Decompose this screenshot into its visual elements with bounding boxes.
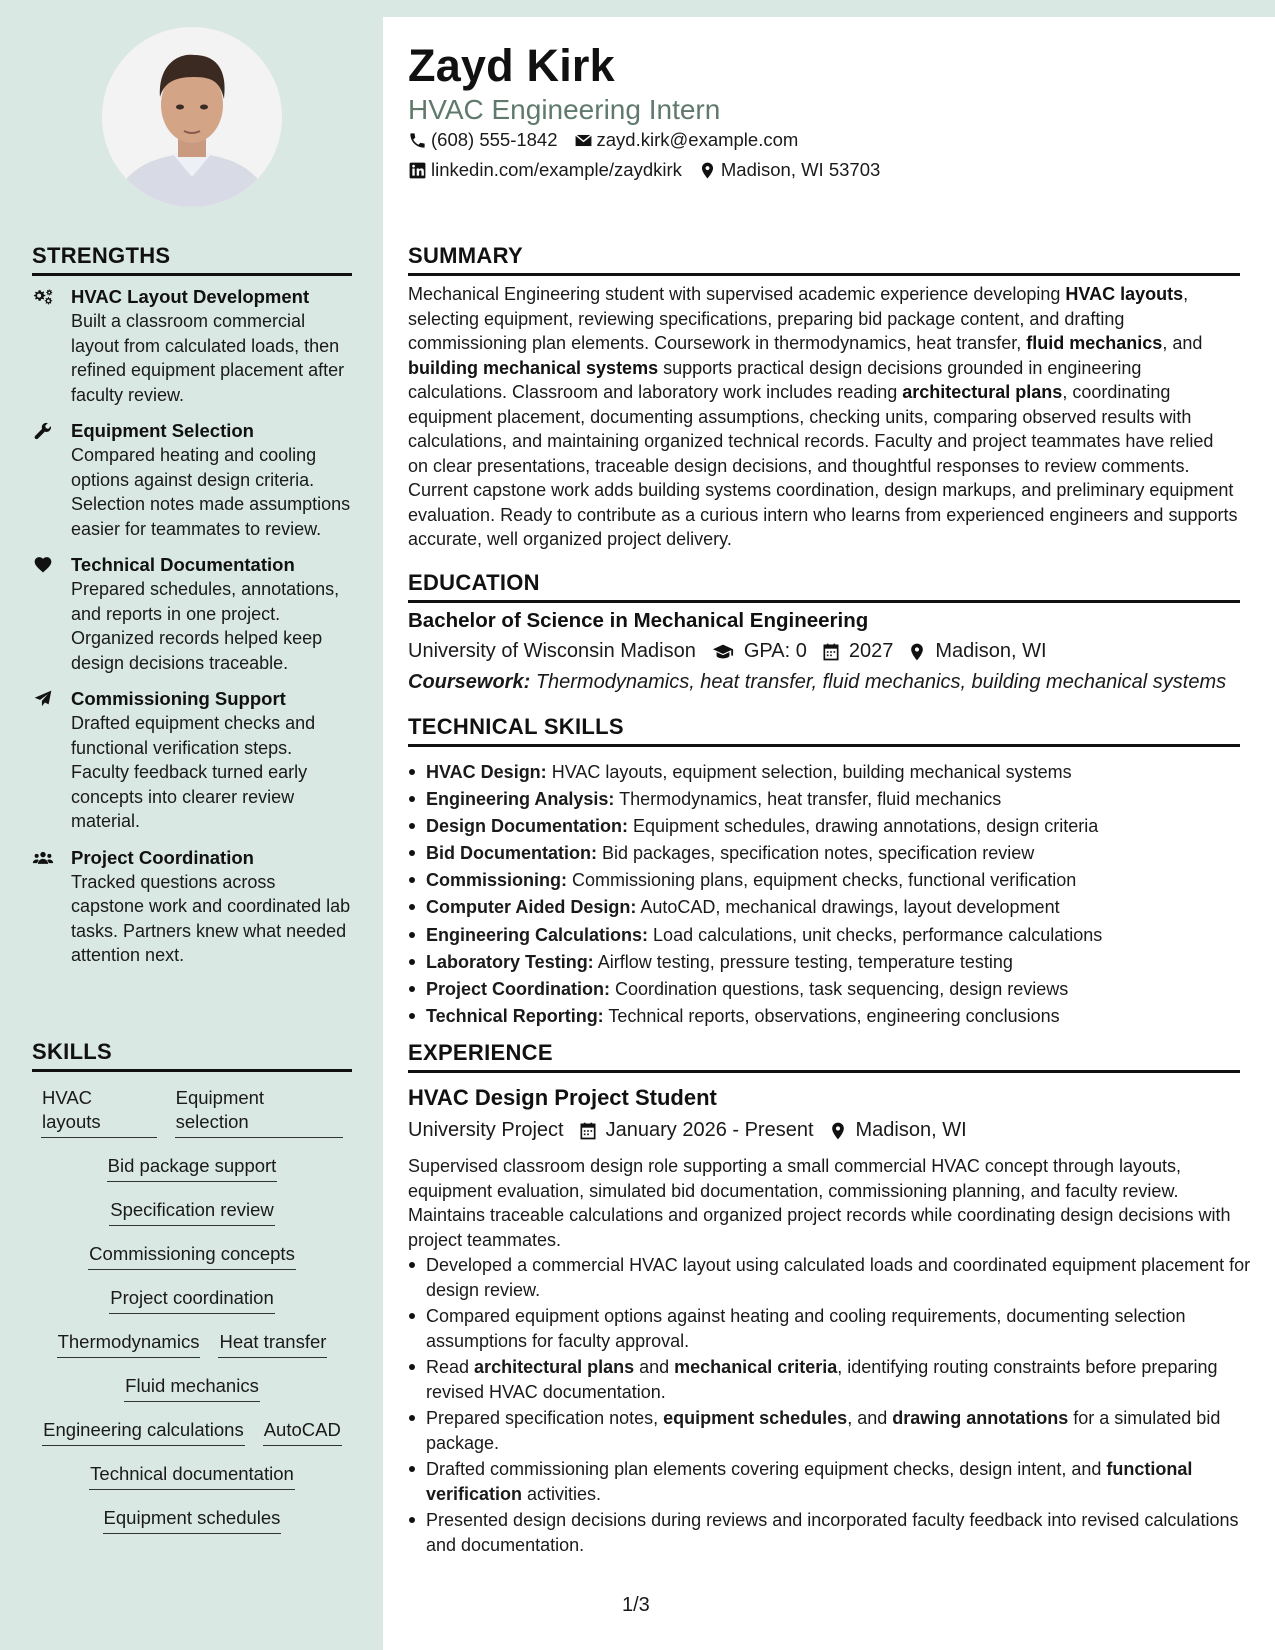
- experience-org: University Project: [408, 1119, 564, 1141]
- technical-skill-item: [426, 814, 1261, 839]
- text-run: , identifying routing constraints before preparing revised HVAC documentation.: [426, 1357, 1218, 1402]
- experience-heading: EXPERIENCE: [408, 1040, 1240, 1073]
- skill-category: Engineering Analysis:: [426, 789, 615, 810]
- strengths-list: [32, 285, 352, 980]
- strength-title: Technical Documentation: [71, 554, 295, 575]
- linkedin-text: linkedin.com/example/zaydkirk: [431, 159, 682, 180]
- skill-tag: Technical documentation: [89, 1462, 295, 1490]
- skill-category: Project Coordination:: [426, 978, 610, 999]
- experience-bullet: [426, 1355, 1261, 1404]
- technical-skill-item: [426, 977, 1261, 1002]
- job-title-heading: HVAC Engineering Intern: [408, 94, 721, 125]
- linkedin-contact[interactable]: [408, 159, 682, 181]
- map-pin-icon: [907, 642, 927, 662]
- phone-text: (608) 555-1842: [431, 129, 558, 150]
- map-pin-icon: [828, 1121, 848, 1141]
- strength-item: [32, 687, 352, 834]
- strength-description: Drafted equipment checks and functional verification steps. Faculty feedback turned early concepts into clearer review material.: [71, 713, 316, 831]
- bold-phrase: building mechanical systems: [408, 357, 659, 378]
- coursework: [408, 671, 1226, 694]
- skill-category: Technical Reporting:: [426, 1005, 604, 1026]
- skill-tag: Heat transfer: [218, 1330, 327, 1358]
- skill-tag: Commissioning concepts: [88, 1242, 296, 1270]
- gears-icon: [32, 287, 56, 307]
- bold-phrase: fluid mechanics: [1026, 333, 1163, 353]
- strength-title: Commissioning Support: [71, 688, 286, 709]
- wrench-icon: [32, 421, 56, 441]
- skill-values: AutoCAD, mechanical drawings, layout development: [640, 897, 1060, 918]
- strength-title: Project Coordination: [71, 846, 254, 868]
- text-run: and: [634, 1357, 675, 1377]
- summary-text: [408, 282, 1238, 552]
- skill-category: Design Documentation:: [426, 816, 629, 837]
- bold-phrase: functional verification: [426, 1459, 1193, 1504]
- text-run: , coordinating equipment placement, documenting assumptions, checking units, comparing observed results with calculations, and maintaining organized technical records. Faculty and project teammates have relied on clear presentations, traceable design decisions, and thoughtful responses to review comments. Current capstone work adds building systems coordination, design markups, and preliminary equipment evaluation. Ready to contribute as a curious intern who learns from experienced engineers and supports accurate, well organized project delivery.: [408, 382, 1238, 549]
- skill-row: [32, 1086, 352, 1138]
- skill-tag: Equipment schedules: [103, 1506, 282, 1534]
- graduation-year: 2027: [848, 640, 894, 662]
- skill-row: [32, 1286, 352, 1314]
- candidate-name: Zayd Kirk: [408, 40, 615, 91]
- skill-row: [32, 1506, 352, 1534]
- skill-category: Bid Documentation:: [426, 843, 597, 864]
- skill-values: Equipment schedules, drawing annotations, design criteria: [633, 816, 1099, 837]
- graduation-cap-icon: [710, 641, 736, 663]
- skill-values: Thermodynamics, heat transfer, fluid mechanics: [619, 789, 1002, 810]
- strength-item: [32, 419, 352, 541]
- text-run: supports practical design decisions grounded in engineering calculations. Classroom and laboratory work includes reading: [408, 357, 1142, 402]
- skill-tag: Fluid mechanics: [124, 1374, 260, 1402]
- strengths-heading: STRENGTHS: [32, 243, 352, 276]
- skill-values: Bid packages, specification notes, specification review: [602, 843, 1035, 864]
- text-run: Presented design decisions during reviews and incorporated faculty feedback into revised calculations and documentation.: [426, 1510, 1239, 1555]
- envelope-icon: [574, 131, 593, 150]
- skill-category: Engineering Calculations:: [426, 924, 649, 945]
- map-pin-icon: [698, 161, 717, 180]
- contact-row-1: [408, 129, 814, 151]
- summary-heading: SUMMARY: [408, 243, 1240, 276]
- technical-skill-item: [426, 760, 1261, 785]
- technical-skill-item: [426, 841, 1261, 866]
- strength-description: Built a classroom commercial layout from calculated loads, then refined equipment placement after faculty review.: [71, 311, 345, 405]
- text-run: Drafted commissioning plan elements covering equipment checks, design intent, and: [426, 1459, 1107, 1479]
- location-text: Madison, WI 53703: [720, 159, 881, 180]
- skill-values: Airflow testing, pressure testing, temperature testing: [597, 951, 1013, 972]
- paper-plane-icon: [32, 689, 56, 709]
- school-name: University of Wisconsin Madison: [408, 640, 696, 662]
- experience-dates: January 2026 - Present: [605, 1119, 814, 1141]
- technical-skill-item: [426, 895, 1261, 920]
- experience-bullet: [426, 1508, 1261, 1557]
- strength-description: Tracked questions across capstone work and coordinated lab tasks. Partners knew what needed attention next.: [71, 871, 351, 965]
- skill-row: [32, 1418, 352, 1446]
- skill-category: Laboratory Testing:: [426, 951, 594, 972]
- experience-bullets: [408, 1253, 1261, 1559]
- skill-tag: Equipment selection: [175, 1086, 343, 1138]
- text-run: , and: [847, 1408, 893, 1428]
- experience-bullet: [426, 1304, 1261, 1353]
- technical-skills-list: [408, 760, 1261, 1031]
- skill-values: Coordination questions, task sequencing, design reviews: [615, 978, 1069, 999]
- bold-phrase: architectural plans: [902, 382, 1063, 402]
- coursework-text: Thermodynamics, heat transfer, fluid mechanics, building mechanical systems: [535, 671, 1227, 693]
- strength-title: HVAC Layout Development: [71, 286, 310, 307]
- skill-category: HVAC Design:: [426, 762, 547, 782]
- gpa: GPA: 0: [743, 640, 807, 662]
- text-run: Prepared specification notes,: [426, 1408, 664, 1428]
- text-run: Developed a commercial HVAC layout using calculated loads and coordinated equipment placement for design review.: [426, 1255, 1251, 1300]
- linkedin-icon: [408, 161, 427, 180]
- skill-row: [32, 1154, 352, 1182]
- skill-values: HVAC layouts, equipment selection, building mechanical systems: [551, 762, 1072, 782]
- skill-row: [32, 1374, 352, 1402]
- text-run: , and: [1162, 333, 1203, 353]
- strength-title: Equipment Selection: [71, 420, 254, 441]
- skill-row: [32, 1198, 352, 1226]
- experience-meta: [408, 1119, 981, 1142]
- skill-tag: Specification review: [109, 1198, 275, 1226]
- coursework-label: Coursework:: [408, 671, 531, 693]
- phone-contact[interactable]: [408, 129, 558, 151]
- bold-phrase: HVAC layouts: [1065, 284, 1184, 304]
- bold-phrase: drawing annotations: [892, 1408, 1069, 1428]
- education-meta: [408, 640, 1061, 663]
- bold-phrase: architectural plans: [474, 1357, 635, 1377]
- calendar-icon: [578, 1121, 598, 1141]
- skill-tag: Engineering calculations: [42, 1418, 245, 1446]
- text-run: activities.: [522, 1483, 602, 1504]
- people-group-icon: [32, 848, 56, 868]
- email-contact[interactable]: [574, 129, 799, 151]
- education-location: Madison, WI: [935, 640, 1047, 662]
- technical-skill-item: [426, 868, 1261, 893]
- text-run: , selecting equipment, reviewing specifications, preparing bid package content, and drafting commissioning plan elements. Coursework in thermodynamics, heat transfer,: [408, 284, 1189, 353]
- strength-item: [32, 846, 352, 968]
- skill-tag: AutoCAD: [263, 1418, 342, 1446]
- skill-tag: Thermodynamics: [57, 1330, 201, 1358]
- experience-bullet: [426, 1406, 1261, 1455]
- skill-values: Load calculations, unit checks, performance calculations: [653, 924, 1103, 945]
- skill-category: Commissioning:: [426, 870, 568, 891]
- person-portrait-image: [102, 27, 282, 207]
- skill-row: [32, 1242, 352, 1270]
- strength-item: [32, 285, 352, 407]
- experience-bullet: [426, 1457, 1261, 1506]
- technical-skill-item: [426, 1004, 1261, 1029]
- phone-icon: [408, 131, 427, 150]
- skill-category: Computer Aided Design:: [426, 897, 637, 918]
- experience-location: Madison, WI: [855, 1119, 967, 1141]
- technical-skill-item: [426, 787, 1261, 812]
- skills-heading: SKILLS: [32, 1039, 352, 1072]
- bold-phrase: equipment schedules: [663, 1408, 848, 1428]
- profile-photo: [102, 27, 282, 207]
- contact-row-2: [408, 159, 896, 181]
- skill-tag: Bid package support: [107, 1154, 278, 1182]
- skill-row: [32, 1330, 352, 1358]
- skill-values: Technical reports, observations, engineering conclusions: [608, 1005, 1060, 1026]
- heart-icon: [32, 555, 56, 575]
- bold-phrase: mechanical criteria: [674, 1357, 838, 1377]
- strength-description: Compared heating and cooling options against design criteria. Selection notes made assumptions easier for teammates to review.: [71, 445, 351, 539]
- text-run: Compared equipment options against heating and cooling requirements, documenting selection assumptions for faculty approval.: [426, 1306, 1186, 1351]
- skill-tag: HVAC layouts: [41, 1086, 157, 1138]
- technical-skills-heading: TECHNICAL SKILLS: [408, 714, 1240, 747]
- experience-bullet: [426, 1253, 1261, 1302]
- technical-skill-item: [426, 923, 1261, 948]
- technical-skill-item: [426, 950, 1261, 975]
- email-text: zayd.kirk@example.com: [596, 129, 799, 150]
- skill-row: [32, 1462, 352, 1490]
- text-run: Mechanical Engineering student with supervised academic experience developing: [408, 284, 1066, 304]
- experience-description: Supervised classroom design role supporting a small commercial HVAC concept through layouts, equipment evaluation, simulated bid documentation, commissioning planning, and faculty review. Maintains traceable calculations and organized project records while coordinating design decisions with project teammates.: [408, 1156, 1231, 1250]
- experience-job-title: HVAC Design Project Student: [408, 1085, 717, 1110]
- education-heading: EDUCATION: [408, 570, 1240, 603]
- location-contact: [698, 159, 880, 181]
- text-run: Read: [426, 1357, 475, 1377]
- strength-item: [32, 553, 352, 675]
- strength-description: Prepared schedules, annotations, and reports in one project. Organized records helped keep design decisions traceable.: [71, 579, 340, 673]
- skill-tag: Project coordination: [109, 1286, 275, 1314]
- skills-tags: [32, 1086, 352, 1550]
- page-number: 1/3: [622, 1594, 650, 1616]
- skill-values: Commissioning plans, equipment checks, functional verification: [572, 870, 1077, 891]
- calendar-icon: [821, 642, 841, 662]
- text-run: for a simulated bid package.: [426, 1408, 1221, 1453]
- degree: Bachelor of Science in Mechanical Engineering: [408, 609, 869, 632]
